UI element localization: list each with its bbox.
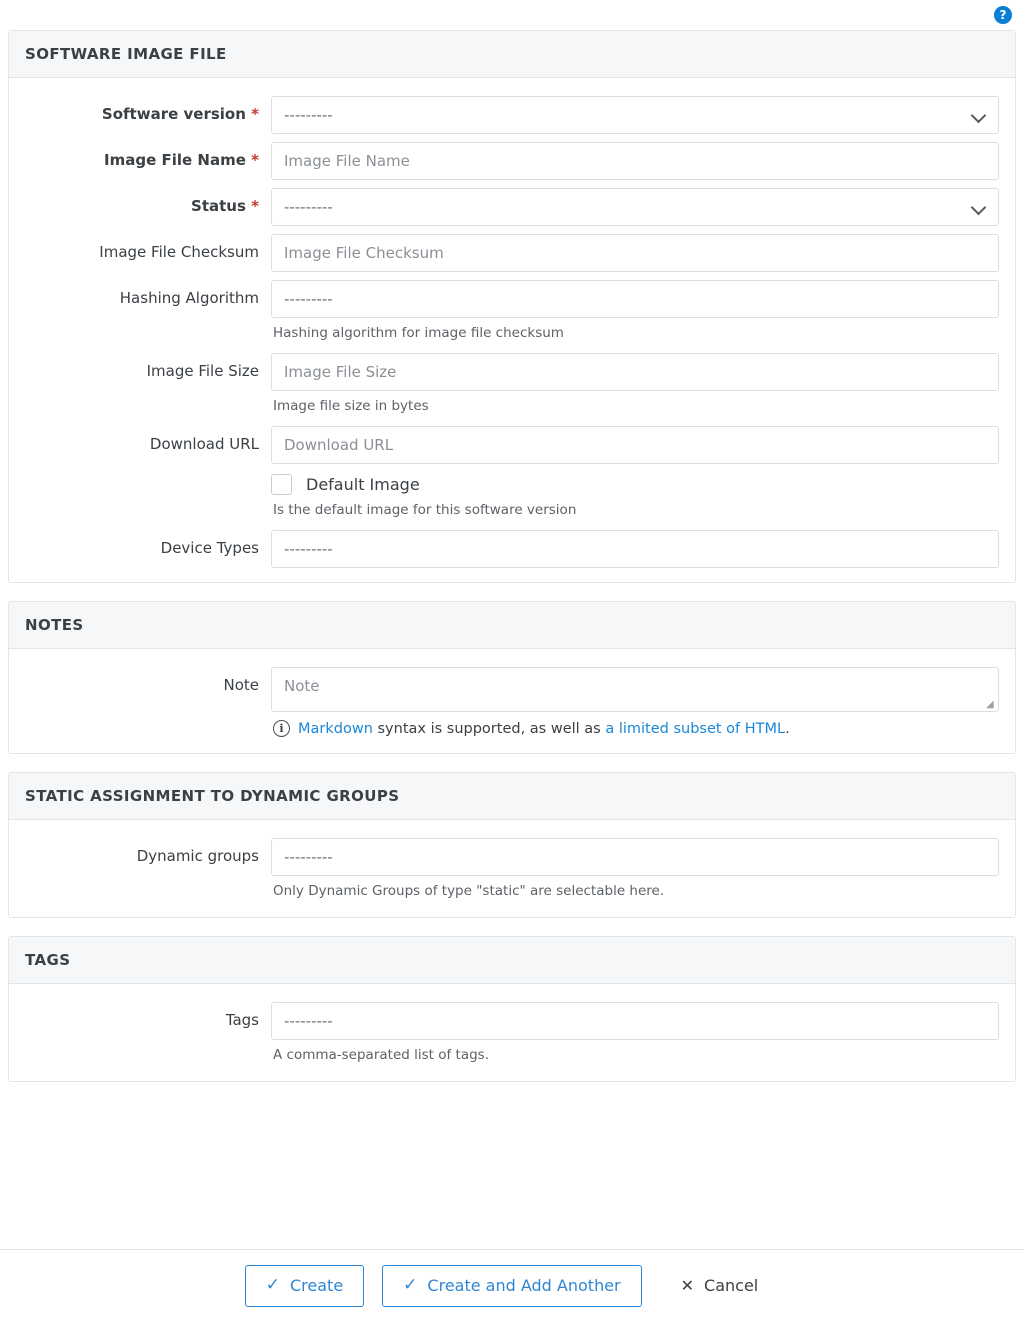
help-tags: A comma-separated list of tags. <box>273 1047 489 1063</box>
label-image-file-checksum: Image File Checksum <box>99 243 259 261</box>
required-marker: * <box>251 105 259 123</box>
note-placeholder: Note <box>284 677 320 695</box>
markdown-help <box>271 712 999 739</box>
status-select[interactable] <box>271 188 999 226</box>
label-text: Software version <box>101 105 246 123</box>
static-assignment-body <box>9 820 1015 917</box>
tags-header: TAGS <box>9 937 1015 984</box>
help-hashing-algorithm: Hashing algorithm for image file checksum <box>273 325 564 341</box>
check-icon: ✓ <box>403 1275 418 1295</box>
label-software-version <box>9 96 271 124</box>
field-row-dynamic-groups <box>9 834 1015 907</box>
field-row-software-version <box>9 92 1015 138</box>
label-status <box>9 188 271 216</box>
chevron-down-icon <box>972 108 986 122</box>
cancel-button-label: Cancel <box>704 1276 759 1295</box>
check-icon: ✓ <box>265 1275 280 1295</box>
notes-body <box>9 649 1015 753</box>
hashing-algorithm-select[interactable]: --------- <box>271 280 999 318</box>
markdown-mid-text: syntax is supported, as well as <box>372 720 606 737</box>
help-icon[interactable]: ? <box>994 6 1012 24</box>
field-row-note <box>9 663 1015 743</box>
help-bar <box>0 0 1024 30</box>
field-row-status <box>9 184 1015 230</box>
required-marker: * <box>251 151 259 169</box>
tags-card <box>8 936 1016 1082</box>
field-row-hashing-algorithm <box>9 276 1015 349</box>
image-file-size-input[interactable]: Image File Size <box>271 353 999 391</box>
chevron-down-icon <box>972 200 986 214</box>
label-hashing-algorithm: Hashing Algorithm <box>119 289 259 307</box>
note-textarea[interactable] <box>271 667 999 712</box>
notes-header: NOTES <box>9 602 1015 649</box>
label-device-types: Device Types <box>160 539 259 557</box>
html-subset-link[interactable]: a limited subset of HTML <box>605 720 786 737</box>
tags-select[interactable]: --------- <box>271 1002 999 1040</box>
markdown-end-text: . <box>785 720 790 737</box>
static-assignment-card <box>8 772 1016 918</box>
device-types-select[interactable]: --------- <box>271 530 999 568</box>
markdown-link[interactable]: Markdown <box>298 720 373 737</box>
software-image-file-body <box>9 78 1015 582</box>
image-file-name-input[interactable]: Image File Name <box>271 142 999 180</box>
software-image-file-card <box>8 30 1016 583</box>
label-image-file-name <box>9 142 271 170</box>
label-download-url: Download URL <box>149 435 259 453</box>
label-dynamic-groups: Dynamic groups <box>136 847 259 865</box>
required-marker: * <box>251 197 259 215</box>
label-default-image-spacer <box>9 472 271 480</box>
field-row-device-types <box>9 526 1015 572</box>
label-tags: Tags <box>225 1011 259 1029</box>
download-url-input[interactable]: Download URL <box>271 426 999 464</box>
static-assignment-header: STATIC ASSIGNMENT TO DYNAMIC GROUPS <box>9 773 1015 820</box>
image-file-checksum-input[interactable]: Image File Checksum <box>271 234 999 272</box>
field-row-image-file-name <box>9 138 1015 184</box>
bottom-spacer <box>0 1100 1024 1186</box>
create-button-label: Create <box>290 1276 344 1295</box>
help-dynamic-groups: Only Dynamic Groups of type "static" are selectable here. <box>273 883 665 899</box>
info-icon: i <box>273 720 290 737</box>
field-row-tags <box>9 998 1015 1071</box>
cancel-button[interactable] <box>660 1265 780 1307</box>
create-button[interactable] <box>245 1265 364 1307</box>
label-text: Image File Name <box>104 151 246 169</box>
software-version-select[interactable] <box>271 96 999 134</box>
field-row-image-file-checksum <box>9 230 1015 276</box>
create-and-add-another-label: Create and Add Another <box>427 1276 621 1295</box>
status-value: --------- <box>284 198 333 216</box>
label-text: Status <box>191 197 246 215</box>
default-image-checkbox-row <box>271 472 999 495</box>
field-row-default-image <box>9 468 1015 526</box>
notes-card <box>8 601 1016 754</box>
help-image-file-size: Image file size in bytes <box>273 398 429 414</box>
dynamic-groups-select[interactable]: --------- <box>271 838 999 876</box>
default-image-checkbox[interactable] <box>271 474 292 495</box>
resize-handle-icon[interactable]: ◢ <box>986 699 994 710</box>
default-image-label: Default Image <box>306 475 420 494</box>
close-icon: ✕ <box>680 1275 695 1295</box>
field-row-download-url <box>9 422 1015 468</box>
tags-body <box>9 984 1015 1081</box>
software-version-value: --------- <box>284 106 333 124</box>
help-default-image: Is the default image for this software version <box>273 502 577 518</box>
form-actions-footer <box>0 1249 1024 1321</box>
label-image-file-size: Image File Size <box>146 362 259 380</box>
software-image-file-header: SOFTWARE IMAGE FILE <box>9 31 1015 78</box>
field-row-image-file-size <box>9 349 1015 422</box>
label-note: Note <box>223 676 259 694</box>
create-and-add-another-button[interactable] <box>382 1265 641 1307</box>
